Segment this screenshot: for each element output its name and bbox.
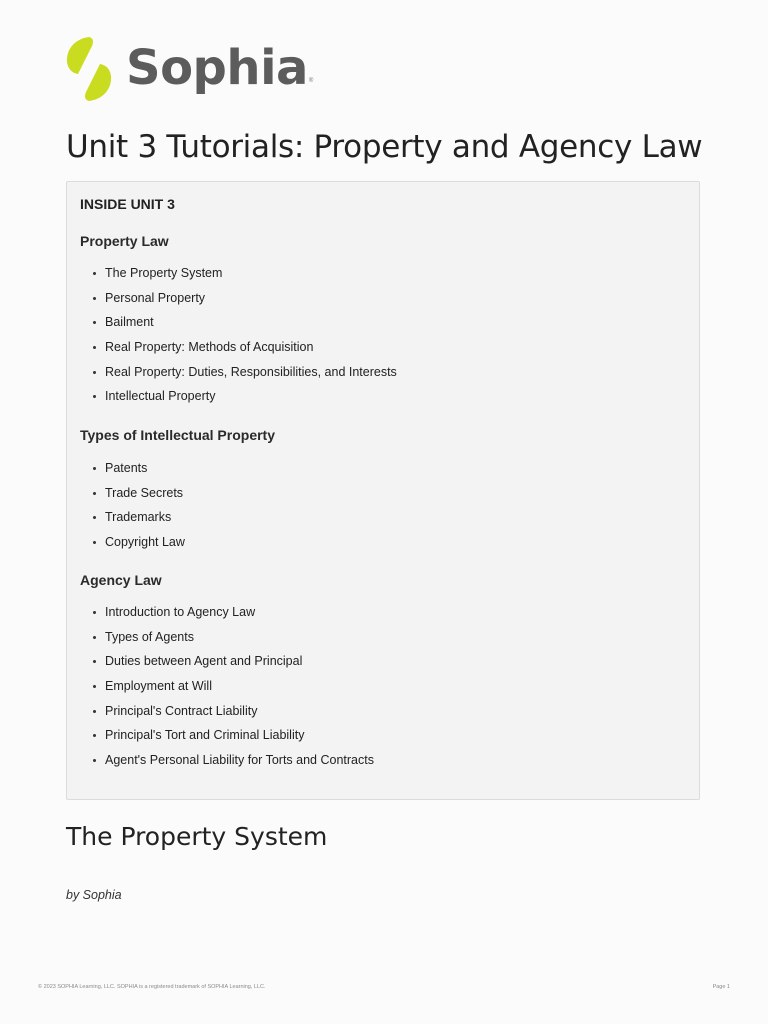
page-title: Unit 3 Tutorials: Property and Agency Law xyxy=(66,129,703,165)
list-item: Trademarks xyxy=(67,508,185,533)
property-law-list xyxy=(67,264,397,412)
list-item: Principal's Tort and Criminal Liability xyxy=(67,726,374,751)
list-item: Agent's Personal Liability for Torts and Contracts xyxy=(67,751,374,776)
footer-copyright: © 2023 SOPHIA Learning, LLC. SOPHIA is a registered trademark of SOPHIA Learning, LLC. xyxy=(38,984,266,990)
list-item: Real Property: Duties, Responsibilities, and Interests xyxy=(67,363,397,388)
list-item: Principal's Contract Liability xyxy=(67,702,374,727)
section-title-property-law: Property Law xyxy=(80,233,169,249)
list-item: Introduction to Agency Law xyxy=(67,603,374,628)
registered-mark: ® xyxy=(308,78,314,84)
section-title-agency-law: Agency Law xyxy=(80,572,162,588)
footer-page-number: Page 1 xyxy=(712,984,730,990)
list-item: Bailment xyxy=(67,313,397,338)
list-item: Patents xyxy=(67,459,185,484)
sophia-leaf-icon xyxy=(66,36,112,102)
unit-contents-box xyxy=(66,181,700,800)
byline: by Sophia xyxy=(66,888,122,902)
list-item: Employment at Will xyxy=(67,677,374,702)
list-item: Copyright Law xyxy=(67,533,185,558)
sophia-wordmark: Sophia xyxy=(126,40,308,96)
list-item: Duties between Agent and Principal xyxy=(67,652,374,677)
list-item: Personal Property xyxy=(67,289,397,314)
agency-law-list xyxy=(67,603,374,776)
sophia-logo xyxy=(66,36,313,102)
list-item: Intellectual Property xyxy=(67,387,397,412)
list-item: Real Property: Methods of Acquisition xyxy=(67,338,397,363)
list-item: The Property System xyxy=(67,264,397,289)
toc-heading: INSIDE UNIT 3 xyxy=(80,196,175,212)
list-item: Types of Agents xyxy=(67,628,374,653)
section-title-intellectual-property: Types of Intellectual Property xyxy=(80,427,276,443)
intellectual-property-list xyxy=(67,459,185,558)
list-item: Trade Secrets xyxy=(67,484,185,509)
tutorial-title: The Property System xyxy=(66,822,328,851)
